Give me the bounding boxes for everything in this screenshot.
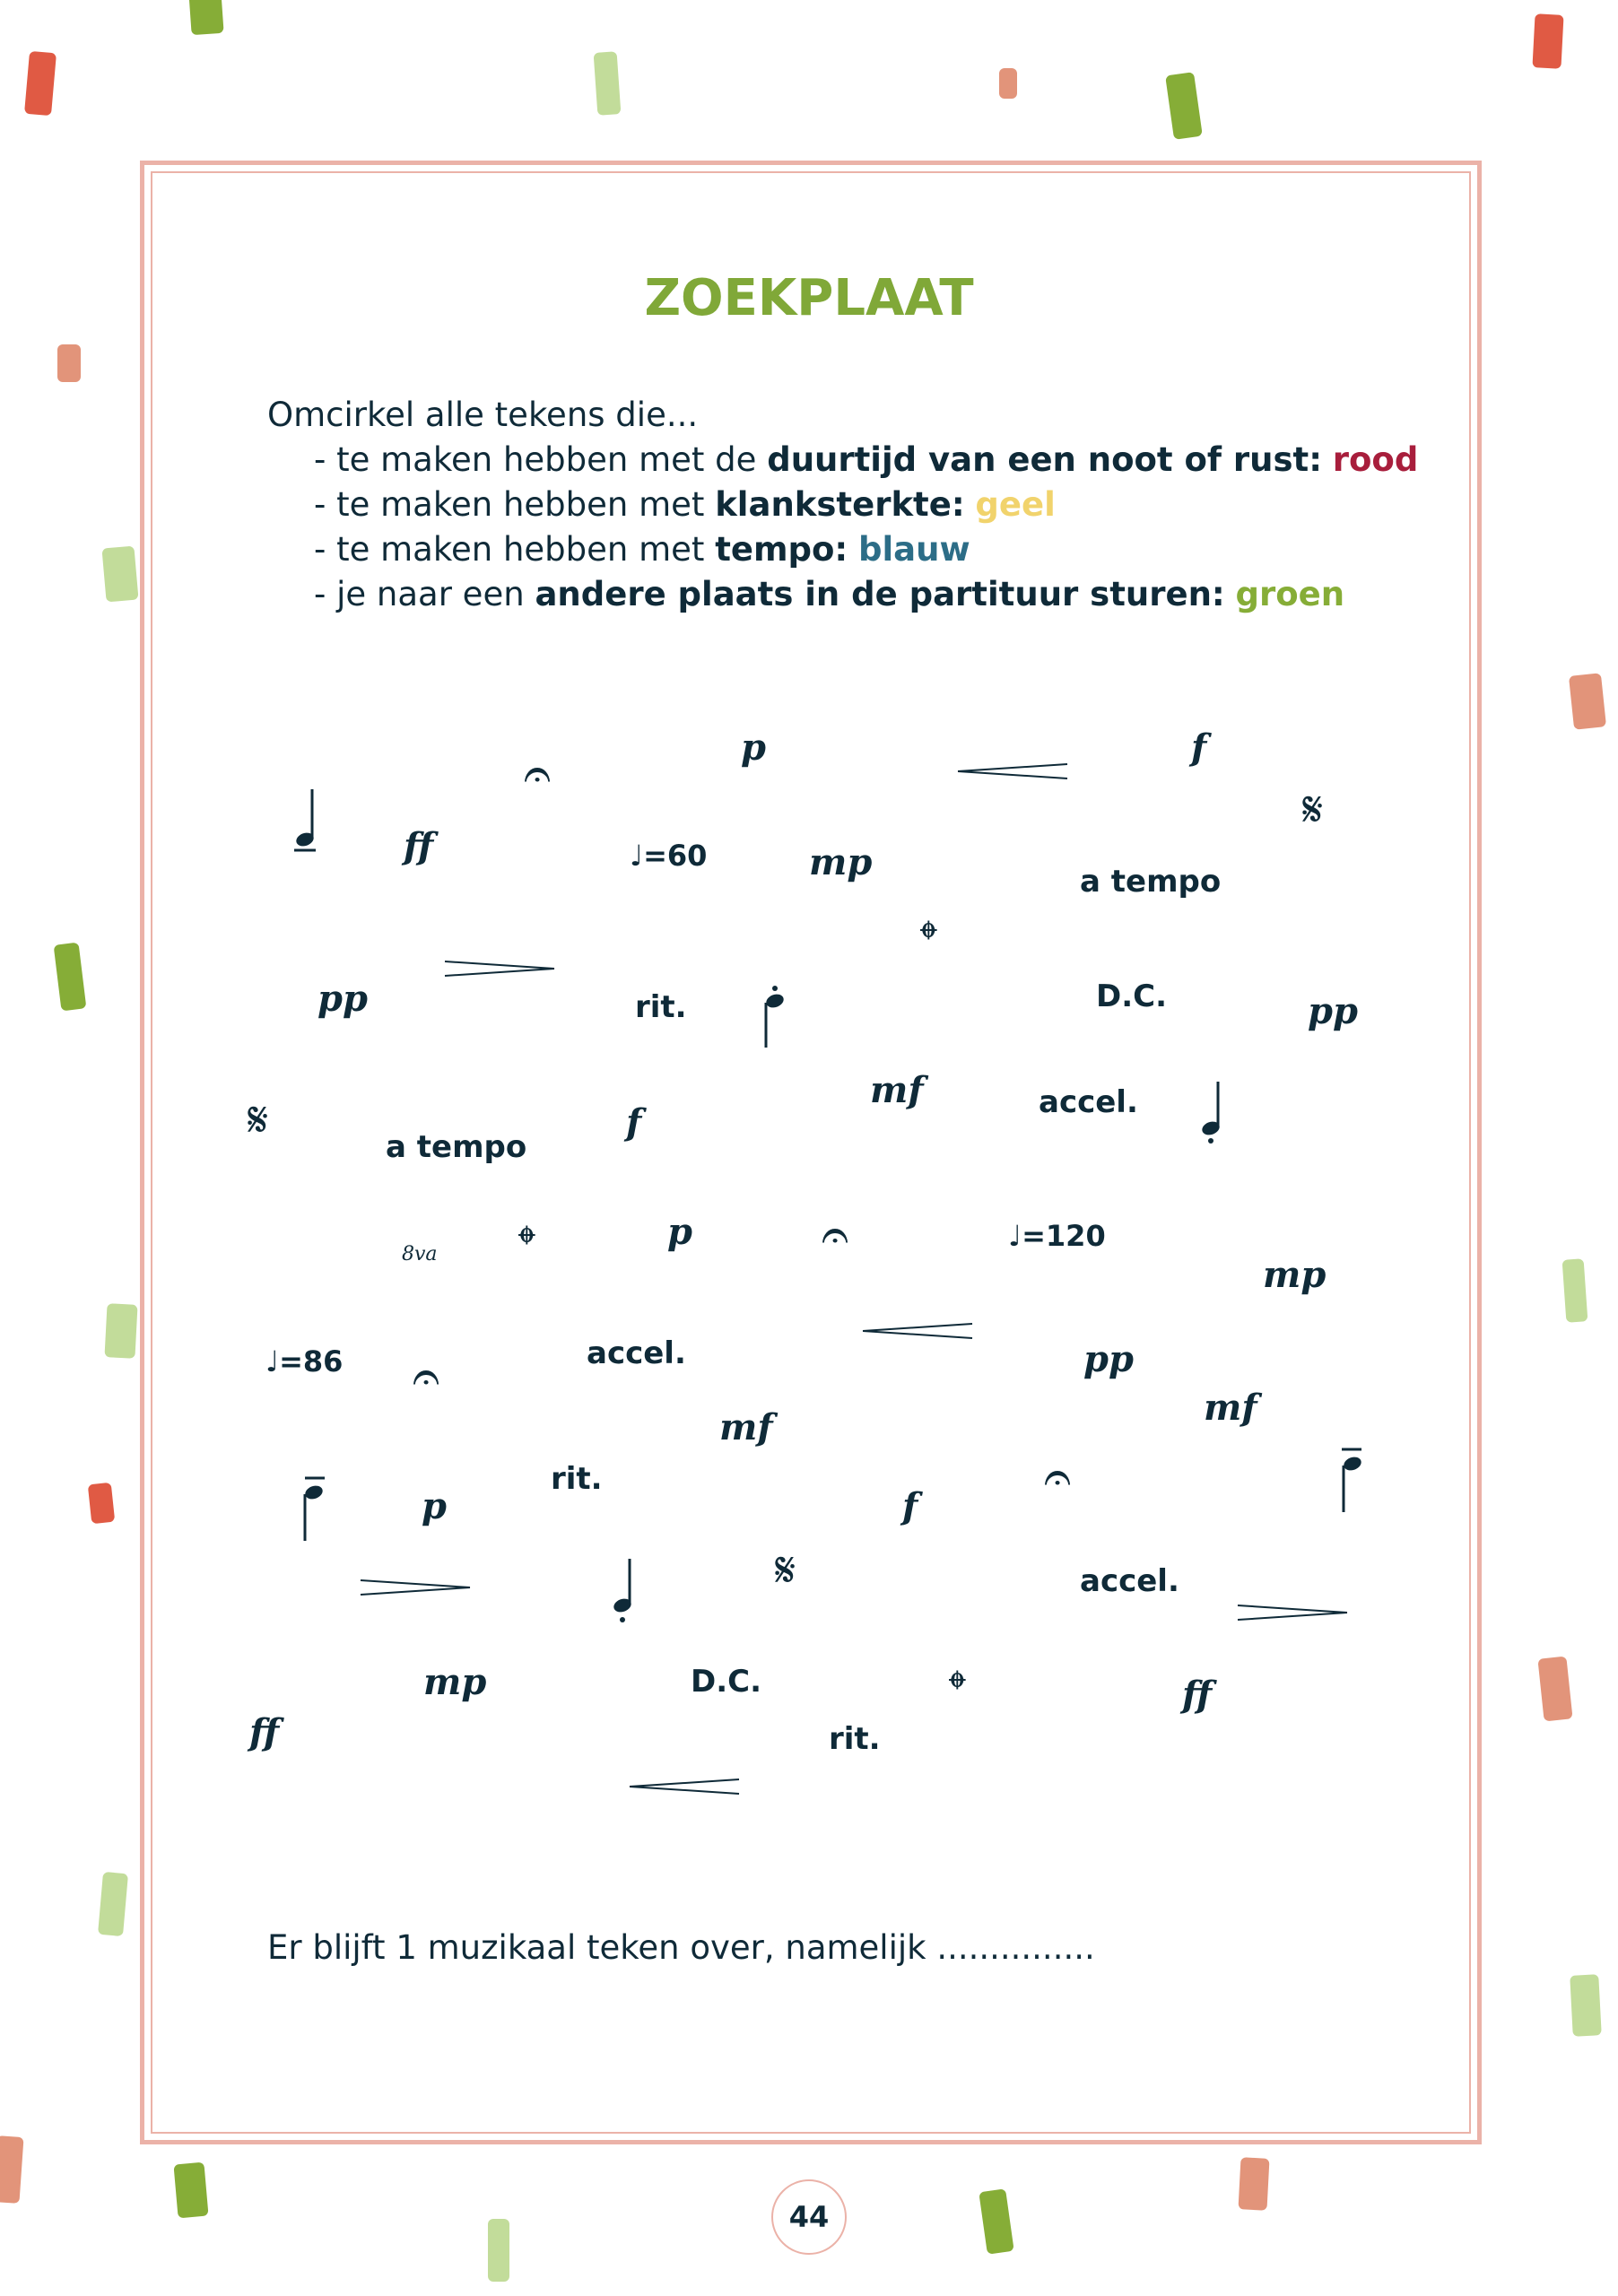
instruction-duration — [267, 438, 1418, 483]
dynamic-mf[interactable]: mf — [1204, 1387, 1257, 1429]
decrescendo-icon[interactable] — [1238, 1604, 1349, 1622]
segno-icon[interactable]: 𝄋 — [1302, 781, 1324, 838]
coda-icon[interactable]: 𝄌 — [518, 1215, 535, 1272]
confetti — [1537, 1657, 1572, 1722]
quarter-note-icon[interactable] — [292, 787, 321, 854]
confetti — [0, 2135, 24, 2204]
dynamic-mf[interactable]: mf — [719, 1406, 773, 1448]
confetti — [98, 1872, 128, 1936]
quarter-note-icon[interactable] — [1196, 1080, 1225, 1144]
dynamic-p[interactable]: p — [741, 726, 766, 769]
dc-text[interactable]: D.C. — [691, 1664, 762, 1700]
decrescendo-icon[interactable] — [445, 960, 556, 978]
tempo-marking-120[interactable]: ♩=120 — [1008, 1219, 1106, 1253]
decrescendo-icon[interactable] — [361, 1578, 472, 1596]
dc-text[interactable]: D.C. — [1096, 978, 1168, 1014]
confetti — [1562, 1258, 1588, 1323]
color-word-green: groen — [1235, 575, 1345, 613]
confetti — [173, 2162, 208, 2219]
dynamic-p[interactable]: p — [422, 1485, 447, 1527]
color-word-yellow: geel — [975, 485, 1056, 524]
confetti — [188, 0, 223, 35]
confetti — [54, 943, 87, 1012]
tempo-value: =120 — [1022, 1219, 1106, 1253]
coda-icon[interactable]: 𝄌 — [920, 910, 937, 967]
confetti — [979, 2188, 1013, 2254]
dynamic-pp[interactable]: pp — [1308, 990, 1358, 1032]
confetti — [101, 546, 138, 603]
confetti — [999, 68, 1017, 99]
page-title: ZOEKPLAAT — [644, 269, 974, 327]
rit-text[interactable]: rit. — [551, 1461, 603, 1497]
confetti — [88, 1483, 115, 1524]
dynamic-f[interactable]: f — [626, 1101, 642, 1144]
confetti — [1532, 13, 1563, 69]
instruction-tempo — [267, 527, 1418, 572]
confetti — [488, 2219, 509, 2282]
confetti — [104, 1303, 137, 1359]
crescendo-icon[interactable] — [958, 762, 1069, 780]
dynamic-mp[interactable]: mp — [1263, 1254, 1327, 1296]
confetti — [1239, 2157, 1270, 2211]
color-word-red: rood — [1332, 440, 1419, 479]
color-word-blue: blauw — [858, 530, 970, 569]
confetti — [24, 51, 57, 116]
instruction-text: - te maken hebben met — [314, 485, 716, 524]
instruction-dynamics — [267, 483, 1418, 527]
a-tempo-text[interactable]: a tempo — [386, 1129, 527, 1165]
fermata-icon[interactable]: 𝄐 — [822, 1206, 849, 1263]
rit-text[interactable]: rit. — [635, 989, 687, 1025]
instructions-lead: Omcirkel alle tekens die... — [267, 396, 699, 434]
fermata-icon[interactable]: 𝄐 — [413, 1348, 440, 1405]
coda-icon[interactable]: 𝄌 — [949, 1660, 966, 1717]
instruction-text: - te maken hebben met de — [314, 440, 768, 479]
a-tempo-text[interactable]: a tempo — [1080, 864, 1222, 900]
instructions — [267, 393, 1418, 617]
tempo-marking-60[interactable]: ♩=60 — [630, 839, 708, 873]
instruction-text: - te maken hebben met — [314, 530, 716, 569]
dynamic-p[interactable]: p — [667, 1211, 692, 1253]
dynamic-mf[interactable]: mf — [870, 1069, 924, 1111]
dynamic-f[interactable]: f — [902, 1485, 918, 1527]
dynamic-f[interactable]: f — [1191, 726, 1207, 769]
dynamic-mp[interactable]: mp — [423, 1661, 487, 1703]
segno-icon[interactable]: 𝄋 — [775, 1542, 796, 1598]
instruction-keyword: duurtijd van een noot of rust: — [767, 440, 1322, 479]
ottava-text[interactable]: 8va — [402, 1243, 438, 1265]
fermata-icon[interactable]: 𝄐 — [524, 745, 552, 802]
instruction-navigation — [267, 572, 1418, 617]
instruction-keyword: andere plaats in de partituur sturen: — [535, 575, 1225, 613]
accel-text[interactable]: accel. — [587, 1335, 686, 1371]
quarter-note-icon[interactable] — [761, 985, 786, 1049]
instruction-keyword: klanksterkte: — [715, 485, 965, 524]
accel-text[interactable]: accel. — [1039, 1084, 1138, 1120]
tempo-value: =60 — [643, 839, 708, 873]
quarter-note-icon[interactable] — [610, 1557, 637, 1625]
dynamic-ff[interactable]: ff — [1182, 1674, 1213, 1716]
accel-text[interactable]: accel. — [1080, 1563, 1179, 1599]
fermata-icon[interactable]: 𝄐 — [1044, 1448, 1072, 1505]
dynamic-pp[interactable]: pp — [1083, 1338, 1134, 1380]
instruction-text: - je naar een — [314, 575, 535, 613]
quarter-note-icon[interactable] — [300, 1476, 326, 1543]
crescendo-icon[interactable] — [630, 1778, 741, 1796]
confetti — [1570, 1974, 1602, 2037]
dynamic-pp[interactable]: pp — [318, 978, 368, 1020]
dynamic-ff[interactable]: ff — [249, 1711, 280, 1753]
confetti — [594, 51, 622, 116]
confetti — [57, 344, 81, 382]
segno-icon[interactable]: 𝄋 — [248, 1091, 269, 1148]
tempo-value: =86 — [279, 1344, 344, 1378]
confetti — [1165, 72, 1203, 140]
confetti — [1569, 673, 1606, 729]
dynamic-ff[interactable]: ff — [404, 825, 434, 867]
rit-text[interactable]: rit. — [829, 1721, 881, 1757]
page-number: 44 — [771, 2179, 847, 2255]
tempo-marking-86[interactable]: ♩=86 — [265, 1344, 344, 1378]
quarter-note-icon[interactable] — [1338, 1448, 1365, 1514]
remaining-sign-question: Er blijft 1 muzikaal teken over, namelijk ............... — [267, 1928, 1095, 1967]
dynamic-mp[interactable]: mp — [809, 841, 873, 883]
crescendo-icon[interactable] — [863, 1322, 974, 1340]
instruction-keyword: tempo: — [715, 530, 848, 569]
